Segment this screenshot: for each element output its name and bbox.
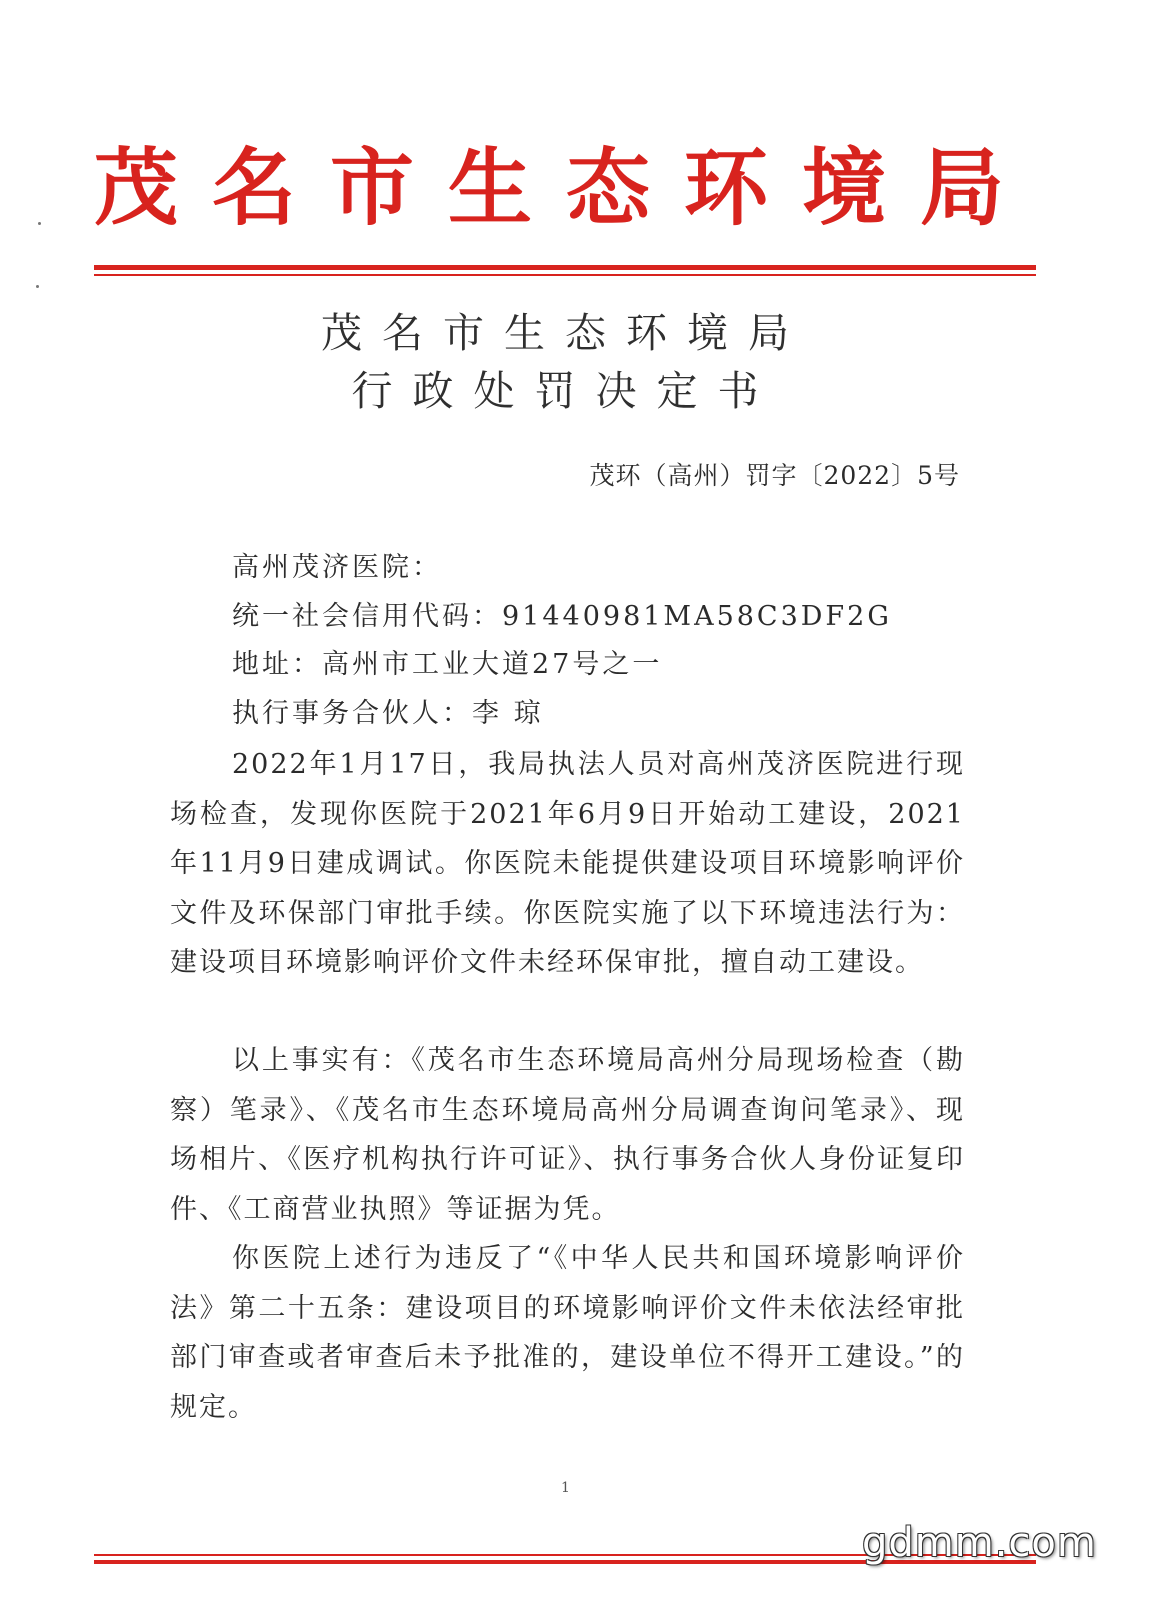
party-address: 地址：高州市工业大道27号之一 [232, 649, 663, 680]
scan-speck [38, 222, 41, 225]
page-number: 1 [561, 1480, 570, 1496]
paragraph-violation: 你医院上述行为违反了“《中华人民共和国环境影响评价法》第二十五条：建设项目的环境影响评价文件未依法经审批部门审查或者审查后未予批准的，建设单位不得开工建设。”的规定。 [170, 1243, 965, 1423]
document-number: 茂环（高州）罚字〔2022〕5号 [589, 461, 960, 490]
document-title-agency: 茂名市生态环境局 [321, 309, 809, 357]
party-name: 高州茂济医院： [232, 552, 442, 583]
party-credit-code: 统一社会信用代码：91440981MA58C3DF2G [232, 601, 892, 632]
letterhead-rule-thin [94, 274, 1036, 276]
party-partner: 执行事务合伙人：李 琼 [232, 698, 544, 729]
paragraph-facts: 2022年1月17日，我局执法人员对高州茂济医院进行现场检查，发现你医院于2021年6月9日开始动工建设，2021年11月9日建成调试。你医院未能提供建设项目环境影响评价文件及环保部门审批手续。你医院实施了以下环境违法行为：建设项目环境影响评价文件未经环保审批，擅自动工建设。 [170, 749, 965, 978]
document-title-type: 行政处罚决定书 [351, 367, 779, 415]
letterhead-title: 茂名市生态环境局 [94, 139, 1039, 237]
scan-speck [36, 285, 39, 288]
paragraph-evidence: 以上事实有：《茂名市生态环境局高州分局现场检查（勘察）笔录》、《茂名市生态环境局高州分局调查询问笔录》、现场相片、《医疗机构执行许可证》、执行事务合伙人身份证复印件、《工商营业执照》等证据为凭。 [170, 1045, 965, 1225]
letterhead-rule-thick [94, 265, 1036, 270]
watermark: gdmm.com [862, 1520, 1097, 1566]
